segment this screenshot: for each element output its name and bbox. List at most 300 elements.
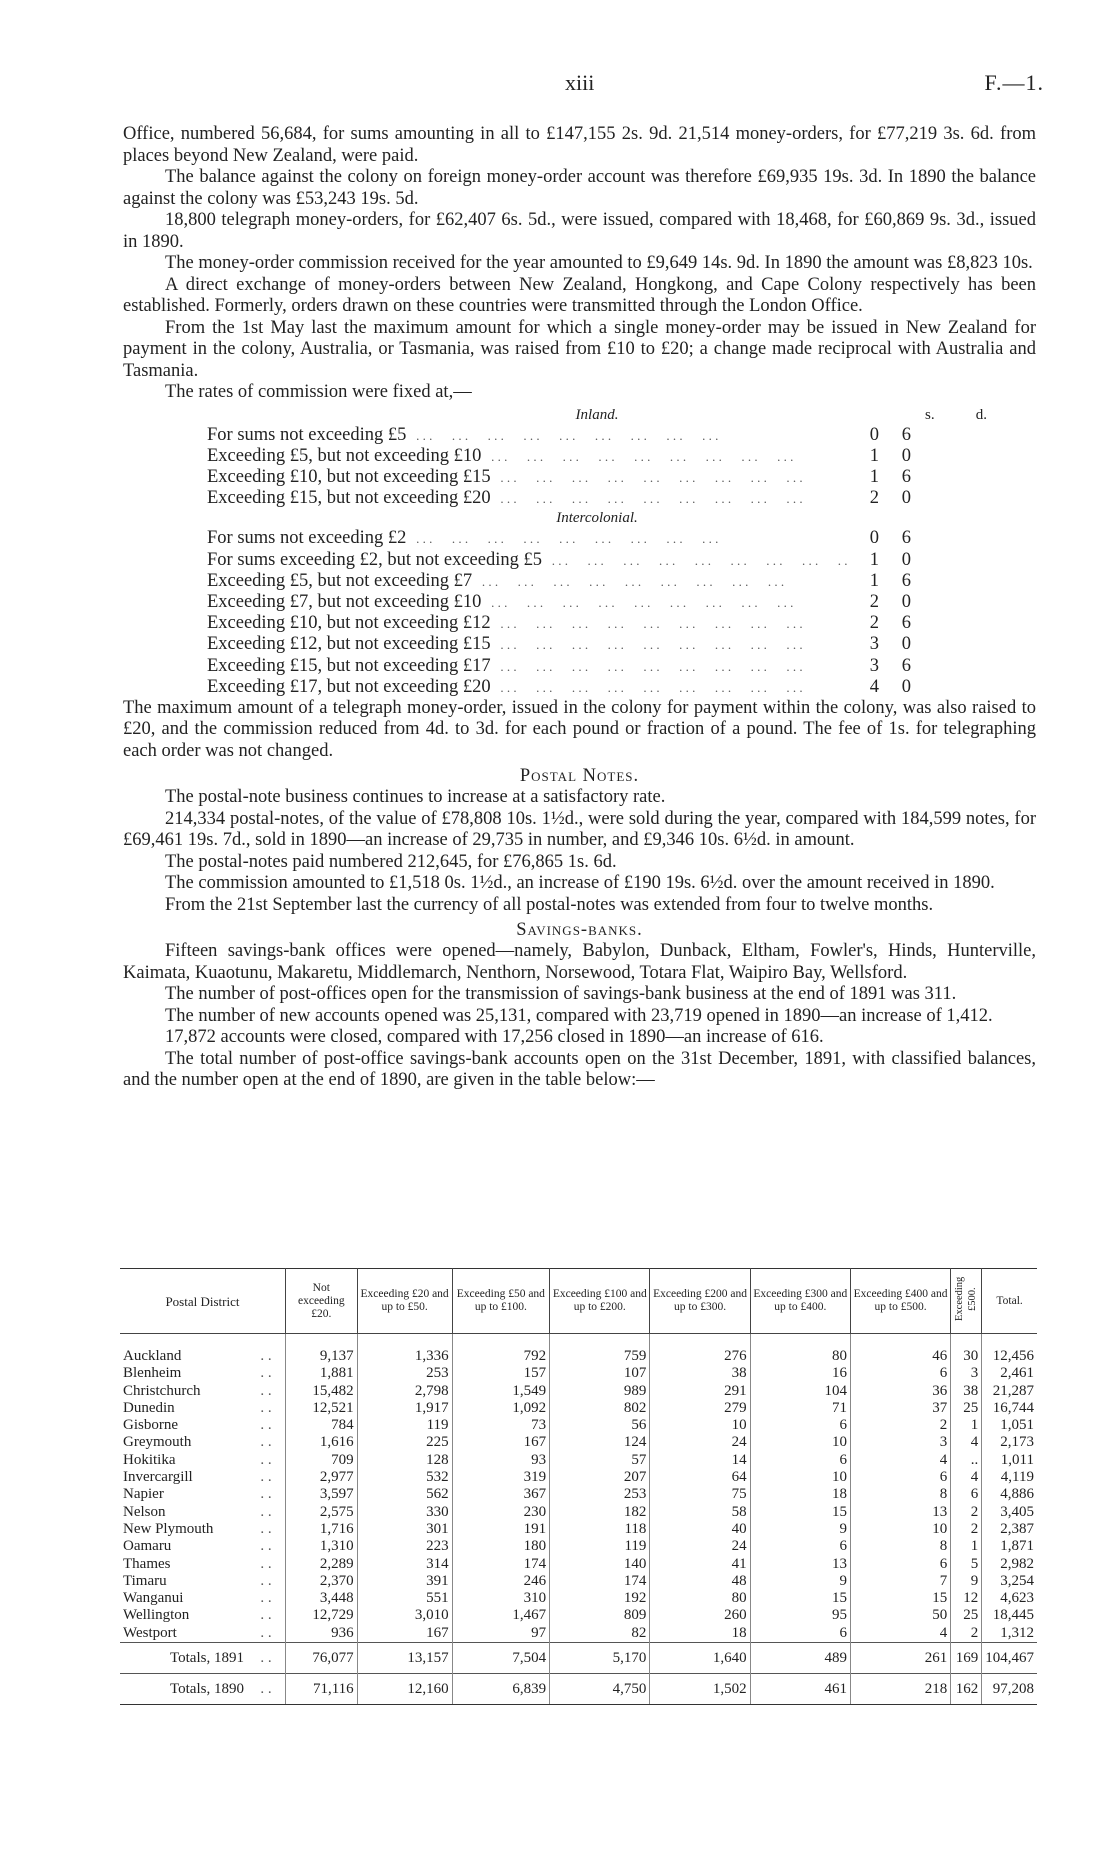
- district-name: Thames: [123, 1555, 171, 1572]
- rate-pence: 0: [901, 676, 911, 697]
- table-cell: 291: [650, 1383, 750, 1400]
- table-cell: 6: [750, 1417, 850, 1434]
- rate-label: For sums not exceeding £2 . . .: [207, 528, 847, 549]
- table-cell: 95: [750, 1607, 850, 1624]
- table-cell: 1,917: [357, 1400, 452, 1417]
- table-cell: 1,502: [650, 1674, 750, 1705]
- table-cell: 104: [750, 1383, 850, 1400]
- table-cell: 119: [550, 1538, 650, 1555]
- table-cell: 7,504: [452, 1643, 550, 1674]
- table-cell: 38: [650, 1365, 750, 1382]
- rate-shillings: 0: [869, 528, 879, 549]
- table-header: Exceeding £20 and up to £50.: [357, 1269, 452, 1334]
- leader-dots: . .: [260, 1572, 272, 1589]
- table-cell: 2,387: [982, 1521, 1037, 1538]
- table-cell: 2: [951, 1504, 982, 1521]
- table-header: Exceeding £200 and up to £300.: [650, 1269, 750, 1334]
- table-cell: 314: [357, 1556, 452, 1573]
- paragraph: Office, numbered 56,684, for sums amounting in all to £147,155 2s. 9d. 21,514 money-orders, for £77,219 3s. 6d. from places beyond New Zealand, were paid.: [123, 124, 1036, 166]
- district-name: Invercargill: [123, 1469, 193, 1486]
- rate-shillings: 4: [869, 676, 879, 697]
- paragraph: From the 1st May last the maximum amount for which a single money-order may be issued in New Zealand for payment in the colony, Australia, or Tasmania, was raised from £10 to £20; a change made reciprocal with Australia and Tasmania.: [123, 317, 1036, 381]
- table-cell: 367: [452, 1486, 550, 1503]
- rate-label: Exceeding £15, but not exceeding £17 . . .: [207, 656, 847, 677]
- table-cell: 71,116: [285, 1674, 357, 1705]
- paragraph: The commission amounted to £1,518 0s. 1½d., an increase of £190 19s. 6½d. over the amount received in 1890.: [165, 873, 995, 894]
- table-cell: 15: [750, 1504, 850, 1521]
- table-cell: 25: [951, 1607, 982, 1624]
- district-name: Totals, 1890: [120, 1674, 247, 1705]
- table-cell: 18,445: [982, 1607, 1037, 1624]
- table-cell: 551: [357, 1590, 452, 1607]
- table-cell: 784: [285, 1417, 357, 1434]
- leader-dots: . .: [260, 1469, 272, 1486]
- savings-bank-accounts-table: [120, 1268, 1037, 1705]
- table-cell: 3,010: [357, 1607, 452, 1624]
- rate-label: For sums exceeding £2, but not exceeding £5 . . .: [207, 550, 847, 571]
- table-cell: 230: [452, 1504, 550, 1521]
- paragraph: The postal-note business continues to increase at a satisfactory rate.: [165, 787, 666, 808]
- rate-label: Exceeding £5, but not exceeding £10 . . .: [207, 446, 847, 467]
- leader-dots: . .: [260, 1434, 272, 1451]
- table-cell: 192: [550, 1590, 650, 1607]
- district-name: Napier: [123, 1486, 164, 1503]
- rate-pence: 0: [901, 488, 911, 509]
- leader-dots: . .: [247, 1674, 286, 1705]
- table-cell: 76,077: [285, 1643, 357, 1674]
- table-cell: 1,549: [452, 1383, 550, 1400]
- rate-shillings: 2: [869, 488, 879, 509]
- table-row: [120, 1400, 1037, 1417]
- table-cell: 71: [750, 1400, 850, 1417]
- commission-rates: [207, 406, 987, 698]
- rate-pence: 0: [901, 445, 911, 466]
- table-cell: 260: [650, 1607, 750, 1624]
- table-header: Postal District: [120, 1269, 285, 1334]
- district-name: Timaru: [123, 1572, 167, 1589]
- rate-label: Exceeding £5, but not exceeding £7 . . .: [207, 571, 847, 592]
- leader-dots: . .: [260, 1451, 272, 1468]
- district-name: Auckland: [123, 1348, 182, 1364]
- rate-row: [207, 571, 987, 592]
- paragraph: 18,800 telegraph money-orders, for £62,407 6s. 5d., were issued, compared with 18,468, for £60,869 9s. 3d., issued in 1890.: [123, 210, 1036, 252]
- rate-pence: 6: [901, 655, 911, 676]
- table-cell: 1,640: [650, 1643, 750, 1674]
- table-row: [120, 1365, 1037, 1382]
- table-cell: 6: [750, 1452, 850, 1469]
- table-row: [120, 1521, 1037, 1538]
- table-cell: 13,157: [357, 1643, 452, 1674]
- table-header: Exceeding £50 and up to £100.: [452, 1269, 550, 1334]
- table-cell: 6,839: [452, 1674, 550, 1705]
- table-cell: 253: [550, 1486, 650, 1503]
- page-number: xiii: [565, 70, 595, 95]
- table-cell: 4: [951, 1469, 982, 1486]
- table-cell: 167: [357, 1625, 452, 1643]
- table-cell: 759: [550, 1348, 650, 1365]
- leader-dots: . .: [260, 1555, 272, 1572]
- district-name: Nelson: [123, 1503, 166, 1520]
- table-cell: 16: [750, 1365, 850, 1382]
- table-cell: 93: [452, 1452, 550, 1469]
- table-header: Exceeding £500.: [951, 1269, 982, 1334]
- table-cell: 174: [550, 1573, 650, 1590]
- table-cell: 2,461: [982, 1365, 1037, 1382]
- table-cell: 2: [951, 1521, 982, 1538]
- table-cell: 279: [650, 1400, 750, 1417]
- table-cell: 4,750: [550, 1674, 650, 1705]
- rate-label: Exceeding £10, but not exceeding £15 . . .: [207, 467, 847, 488]
- table-cell: 1,716: [285, 1521, 357, 1538]
- table-cell: 58: [650, 1504, 750, 1521]
- table-cell: 104,467: [982, 1643, 1037, 1674]
- table-cell: 3,405: [982, 1504, 1037, 1521]
- table-totals-row: [120, 1643, 1037, 1674]
- rate-row: [207, 528, 987, 549]
- rate-shillings: 2: [869, 613, 879, 634]
- table-cell: 15,482: [285, 1383, 357, 1400]
- table-cell: 182: [550, 1504, 650, 1521]
- table-cell: 1,616: [285, 1434, 357, 1451]
- table-cell: 8: [850, 1486, 950, 1503]
- rate-pence: 0: [901, 634, 911, 655]
- rate-row: [207, 467, 987, 488]
- rate-row: [207, 634, 987, 655]
- rate-shillings: 1: [869, 549, 879, 570]
- rate-row: [207, 425, 987, 446]
- rate-pence: 0: [901, 591, 911, 612]
- rate-row: [207, 613, 987, 634]
- table-cell: 10: [850, 1521, 950, 1538]
- rate-label: Exceeding £7, but not exceeding £10 . . .: [207, 592, 847, 613]
- paragraph: The total number of post-office savings-bank accounts open on the 31st December, 1891, with classified balances, and the number open at the end of 1890, are given in the table below:—: [123, 1048, 1036, 1091]
- table-cell: 140: [550, 1556, 650, 1573]
- district-name: Dunedin: [123, 1399, 175, 1416]
- table-cell: 1,312: [982, 1625, 1037, 1643]
- table-cell: 80: [750, 1348, 850, 1365]
- table-cell: 10: [650, 1417, 750, 1434]
- table-cell: 73: [452, 1417, 550, 1434]
- table-cell: 97,208: [982, 1674, 1037, 1705]
- district-name: Oamaru: [123, 1538, 172, 1555]
- document-reference: F.—1.: [984, 70, 1044, 95]
- table-cell: 7: [850, 1573, 950, 1590]
- paragraph: The number of post-offices open for the transmission of savings-bank business at the end of 1891 was 311.: [165, 984, 957, 1005]
- leader-dots: . .: [260, 1382, 272, 1399]
- table-header: Exceeding £300 and up to £400.: [750, 1269, 850, 1334]
- table-cell: 461: [750, 1674, 850, 1705]
- table-cell: 38: [951, 1383, 982, 1400]
- table-cell: 6: [750, 1538, 850, 1555]
- rate-pence: 6: [901, 424, 911, 445]
- table-cell: 9,137: [285, 1348, 357, 1365]
- table-cell: 792: [452, 1348, 550, 1365]
- table-cell: 1,310: [285, 1538, 357, 1555]
- table-cell: 13: [750, 1556, 850, 1573]
- table-cell: 119: [357, 1417, 452, 1434]
- table-cell: 532: [357, 1469, 452, 1486]
- table-cell: 989: [550, 1383, 650, 1400]
- rate-pence: 6: [901, 466, 911, 487]
- table-cell: 1: [951, 1538, 982, 1555]
- table-cell: 18: [750, 1486, 850, 1503]
- table-cell: 24: [650, 1538, 750, 1555]
- table-cell: 75: [650, 1486, 750, 1503]
- table-row: [120, 1538, 1037, 1555]
- rate-row: [207, 677, 987, 698]
- table-row: [120, 1504, 1037, 1521]
- table-cell: 489: [750, 1643, 850, 1674]
- rate-shillings: 3: [869, 634, 879, 655]
- table-cell: 1,336: [357, 1348, 452, 1365]
- rate-shillings: 2: [869, 591, 879, 612]
- table-cell: 2: [951, 1625, 982, 1643]
- table-cell: 6: [850, 1469, 950, 1486]
- table-cell: 310: [452, 1590, 550, 1607]
- table-cell: 6: [750, 1625, 850, 1643]
- table-cell: 330: [357, 1504, 452, 1521]
- table-cell: 2,370: [285, 1573, 357, 1590]
- table-cell: 46: [850, 1348, 950, 1365]
- table-row: [120, 1417, 1037, 1434]
- table-spacer: [120, 1334, 1037, 1349]
- table-row: [120, 1573, 1037, 1590]
- table-cell: 6: [850, 1556, 950, 1573]
- paragraph: The postal-notes paid numbered 212,645, for £76,865 1s. 6d.: [165, 851, 617, 872]
- table-cell: 936: [285, 1625, 357, 1643]
- rate-row: [207, 550, 987, 571]
- table-cell: 18: [650, 1625, 750, 1643]
- rate-row: [207, 446, 987, 467]
- paragraph: The money-order commission received for the year amounted to £9,649 14s. 9d. In 1890 the amount was £8,823 10s.: [165, 253, 1033, 273]
- table-cell: 14: [650, 1452, 750, 1469]
- table-cell: 3: [951, 1365, 982, 1382]
- table-header: Exceeding £400 and up to £500.: [850, 1269, 950, 1334]
- rate-shillings: 3: [869, 655, 879, 676]
- district-name: Totals, 1891: [120, 1643, 247, 1674]
- page-header: [0, 70, 1114, 100]
- table-cell: 37: [850, 1400, 950, 1417]
- table-cell: 40: [650, 1521, 750, 1538]
- district-name: Christchurch: [123, 1382, 201, 1399]
- district-name: Wellington: [123, 1607, 190, 1624]
- table-cell: 25: [951, 1400, 982, 1417]
- rate-pence: 6: [901, 528, 911, 549]
- table-cell: 2,289: [285, 1556, 357, 1573]
- table-cell: 5: [951, 1556, 982, 1573]
- table-cell: 57: [550, 1452, 650, 1469]
- district-name: Hokitika: [123, 1451, 176, 1468]
- rate-label: Exceeding £17, but not exceeding £20 . . .: [207, 677, 847, 698]
- table-cell: 802: [550, 1400, 650, 1417]
- leader-dots: . .: [260, 1417, 272, 1434]
- table-cell: 253: [357, 1365, 452, 1382]
- table-cell: 1,092: [452, 1400, 550, 1417]
- leader-dots: . .: [260, 1365, 272, 1382]
- table-cell: 124: [550, 1434, 650, 1451]
- table-cell: 21,287: [982, 1383, 1037, 1400]
- table-header-row: [120, 1269, 1037, 1334]
- table-cell: 36: [850, 1383, 950, 1400]
- table-cell: 12,521: [285, 1400, 357, 1417]
- table-cell: 1,881: [285, 1365, 357, 1382]
- rate-pence: 6: [901, 570, 911, 591]
- table-cell: 2,173: [982, 1434, 1037, 1451]
- rate-shillings: 1: [869, 466, 879, 487]
- leader-dots: . .: [260, 1503, 272, 1520]
- table-cell: 97: [452, 1625, 550, 1643]
- table-cell: 225: [357, 1434, 452, 1451]
- table-cell: 223: [357, 1538, 452, 1555]
- paragraph: The maximum amount of a telegraph money-order, issued in the colony for payment within the colony, was also raised to £20, and the commission reduced from 4d. to 3d. for each pound or fraction of a pound. The fee of 1s. for telegraphing each order was not changed.: [123, 697, 1036, 761]
- rate-label: Exceeding £10, but not exceeding £12 . . .: [207, 613, 847, 634]
- table-cell: 207: [550, 1469, 650, 1486]
- leader-dots: . .: [260, 1590, 272, 1607]
- table-row: [120, 1434, 1037, 1451]
- table-cell: 9: [750, 1573, 850, 1590]
- table-cell: 562: [357, 1486, 452, 1503]
- paragraph: The number of new accounts opened was 25,131, compared with 23,719 opened in 1890—an increase of 1,412.: [165, 1005, 993, 1026]
- table-cell: 15: [850, 1590, 950, 1607]
- table-header: Exceeding £100 and up to £200.: [550, 1269, 650, 1334]
- rate-label: Exceeding £15, but not exceeding £20 . . .: [207, 488, 847, 509]
- table-cell: 1,467: [452, 1607, 550, 1624]
- district-name: Gisborne: [123, 1417, 178, 1434]
- table-cell: 50: [850, 1607, 950, 1624]
- table-cell: 12,729: [285, 1607, 357, 1624]
- paragraph: 17,872 accounts were closed, compared with 17,256 closed in 1890—an increase of 616.: [165, 1027, 824, 1048]
- district-name: Westport: [123, 1624, 177, 1641]
- table-cell: 391: [357, 1573, 452, 1590]
- table-cell: 218: [850, 1674, 950, 1705]
- rate-pence: 6: [901, 613, 911, 634]
- rate-shillings: 1: [869, 445, 879, 466]
- table-cell: 107: [550, 1365, 650, 1382]
- table-cell: 4: [951, 1434, 982, 1451]
- table-row: [120, 1556, 1037, 1573]
- table-cell: 4,886: [982, 1486, 1037, 1503]
- district-name: Blenheim: [123, 1365, 182, 1382]
- table-cell: 8: [850, 1538, 950, 1555]
- district-name: Wanganui: [123, 1590, 184, 1607]
- table-cell: 2,575: [285, 1504, 357, 1521]
- rate-row: [207, 592, 987, 613]
- table-cell: 10: [750, 1434, 850, 1451]
- table-cell: 9: [951, 1573, 982, 1590]
- table-cell: 4: [850, 1452, 950, 1469]
- table-cell: 180: [452, 1538, 550, 1555]
- rate-shillings: 0: [869, 424, 879, 445]
- table-cell: 319: [452, 1469, 550, 1486]
- table-cell: 30: [951, 1348, 982, 1365]
- leader-dots: . .: [260, 1486, 272, 1503]
- table-cell: 2: [850, 1417, 950, 1434]
- body-text: [123, 124, 1036, 1092]
- table-cell: 13: [850, 1504, 950, 1521]
- table-cell: 167: [452, 1434, 550, 1451]
- table-cell: 709: [285, 1452, 357, 1469]
- table-row: [120, 1383, 1037, 1400]
- paragraph: 214,334 postal-notes, of the value of £78,808 10s. 1½d., were sold during the year, compared with 184,599 notes, for £69,461 19s. 7d., sold in 1890—an increase of 29,735 in number, and £9,346 10s. 6½d. in amount.: [123, 808, 1036, 851]
- paragraph: Fifteen savings-bank offices were opened—namely, Babylon, Dunback, Eltham, Fowler's, Hinds, Hunterville, Kaimata, Kuaotunu, Makaretu, Middlemarch, Nenthorn, Norsewood, Totara Flat, Waipiro Bay, Wellsford.: [123, 941, 1036, 983]
- table-cell: 1,871: [982, 1538, 1037, 1555]
- table-cell: 2,982: [982, 1556, 1037, 1573]
- table-cell: 4: [850, 1625, 950, 1643]
- table-cell: 12,456: [982, 1348, 1037, 1365]
- table-row: [120, 1625, 1037, 1643]
- table-row: [120, 1486, 1037, 1503]
- table-cell: 128: [357, 1452, 452, 1469]
- table-cell: 80: [650, 1590, 750, 1607]
- rate-pence: 0: [901, 549, 911, 570]
- rates-subheading-inland: Inland. s. d.: [575, 406, 987, 423]
- table-cell: 3: [850, 1434, 950, 1451]
- table-cell: 9: [750, 1521, 850, 1538]
- paragraph: The balance against the colony on foreign money-order account was therefore £69,935 19s. 3d. In 1890 the balance against the colony was £53,243 19s. 5d.: [123, 167, 1036, 209]
- table-totals-row: [120, 1674, 1037, 1705]
- table-cell: 3,597: [285, 1486, 357, 1503]
- table-header: Not exceeding £20.: [285, 1269, 357, 1334]
- rate-label: For sums not exceeding £5 . . .: [207, 425, 847, 446]
- table-cell: 64: [650, 1469, 750, 1486]
- table-cell: 16,744: [982, 1400, 1037, 1417]
- table-cell: 157: [452, 1365, 550, 1382]
- leader-dots: . .: [247, 1643, 286, 1674]
- table-header: Total.: [982, 1269, 1037, 1334]
- table-cell: 56: [550, 1417, 650, 1434]
- table-cell: 3,254: [982, 1573, 1037, 1590]
- table-cell: 6: [951, 1486, 982, 1503]
- paragraph: From the 21st September last the currency of all postal-notes was extended from four to twelve months.: [165, 894, 934, 915]
- table-row: [120, 1469, 1037, 1486]
- table-cell: 41: [650, 1556, 750, 1573]
- table-cell: 162: [951, 1674, 982, 1705]
- leader-dots: . .: [260, 1520, 272, 1537]
- table-cell: 276: [650, 1348, 750, 1365]
- table-cell: 10: [750, 1469, 850, 1486]
- table-cell: 2,977: [285, 1469, 357, 1486]
- table-cell: 12: [951, 1590, 982, 1607]
- table-cell: 15: [750, 1590, 850, 1607]
- section-heading-savings-banks: Savings-banks.: [516, 920, 643, 941]
- district-name: New Plymouth: [123, 1520, 214, 1537]
- rate-shillings: 1: [869, 570, 879, 591]
- rate-label: Exceeding £12, but not exceeding £15 . . .: [207, 634, 847, 655]
- table-cell: 1,011: [982, 1452, 1037, 1469]
- leader-dots: . .: [260, 1607, 272, 1624]
- table-cell: 3,448: [285, 1590, 357, 1607]
- table-cell: 24: [650, 1434, 750, 1451]
- table-cell: 169: [951, 1643, 982, 1674]
- table-cell: 2,798: [357, 1383, 452, 1400]
- table-cell: 809: [550, 1607, 650, 1624]
- table-cell: 261: [850, 1643, 950, 1674]
- table-cell: 174: [452, 1556, 550, 1573]
- rate-row: [207, 656, 987, 677]
- rates-subheading-intercolonial: Intercolonial.: [556, 510, 638, 527]
- table-row: [120, 1452, 1037, 1469]
- table-row: [120, 1607, 1037, 1624]
- table-cell: 4,623: [982, 1590, 1037, 1607]
- table-cell: 1: [951, 1417, 982, 1434]
- table-row: [120, 1590, 1037, 1607]
- table-cell: 4,119: [982, 1469, 1037, 1486]
- table-cell: 191: [452, 1521, 550, 1538]
- district-name: Greymouth: [123, 1434, 192, 1451]
- table-cell: 1,051: [982, 1417, 1037, 1434]
- table-cell: 48: [650, 1573, 750, 1590]
- leader-dots: . .: [260, 1538, 272, 1555]
